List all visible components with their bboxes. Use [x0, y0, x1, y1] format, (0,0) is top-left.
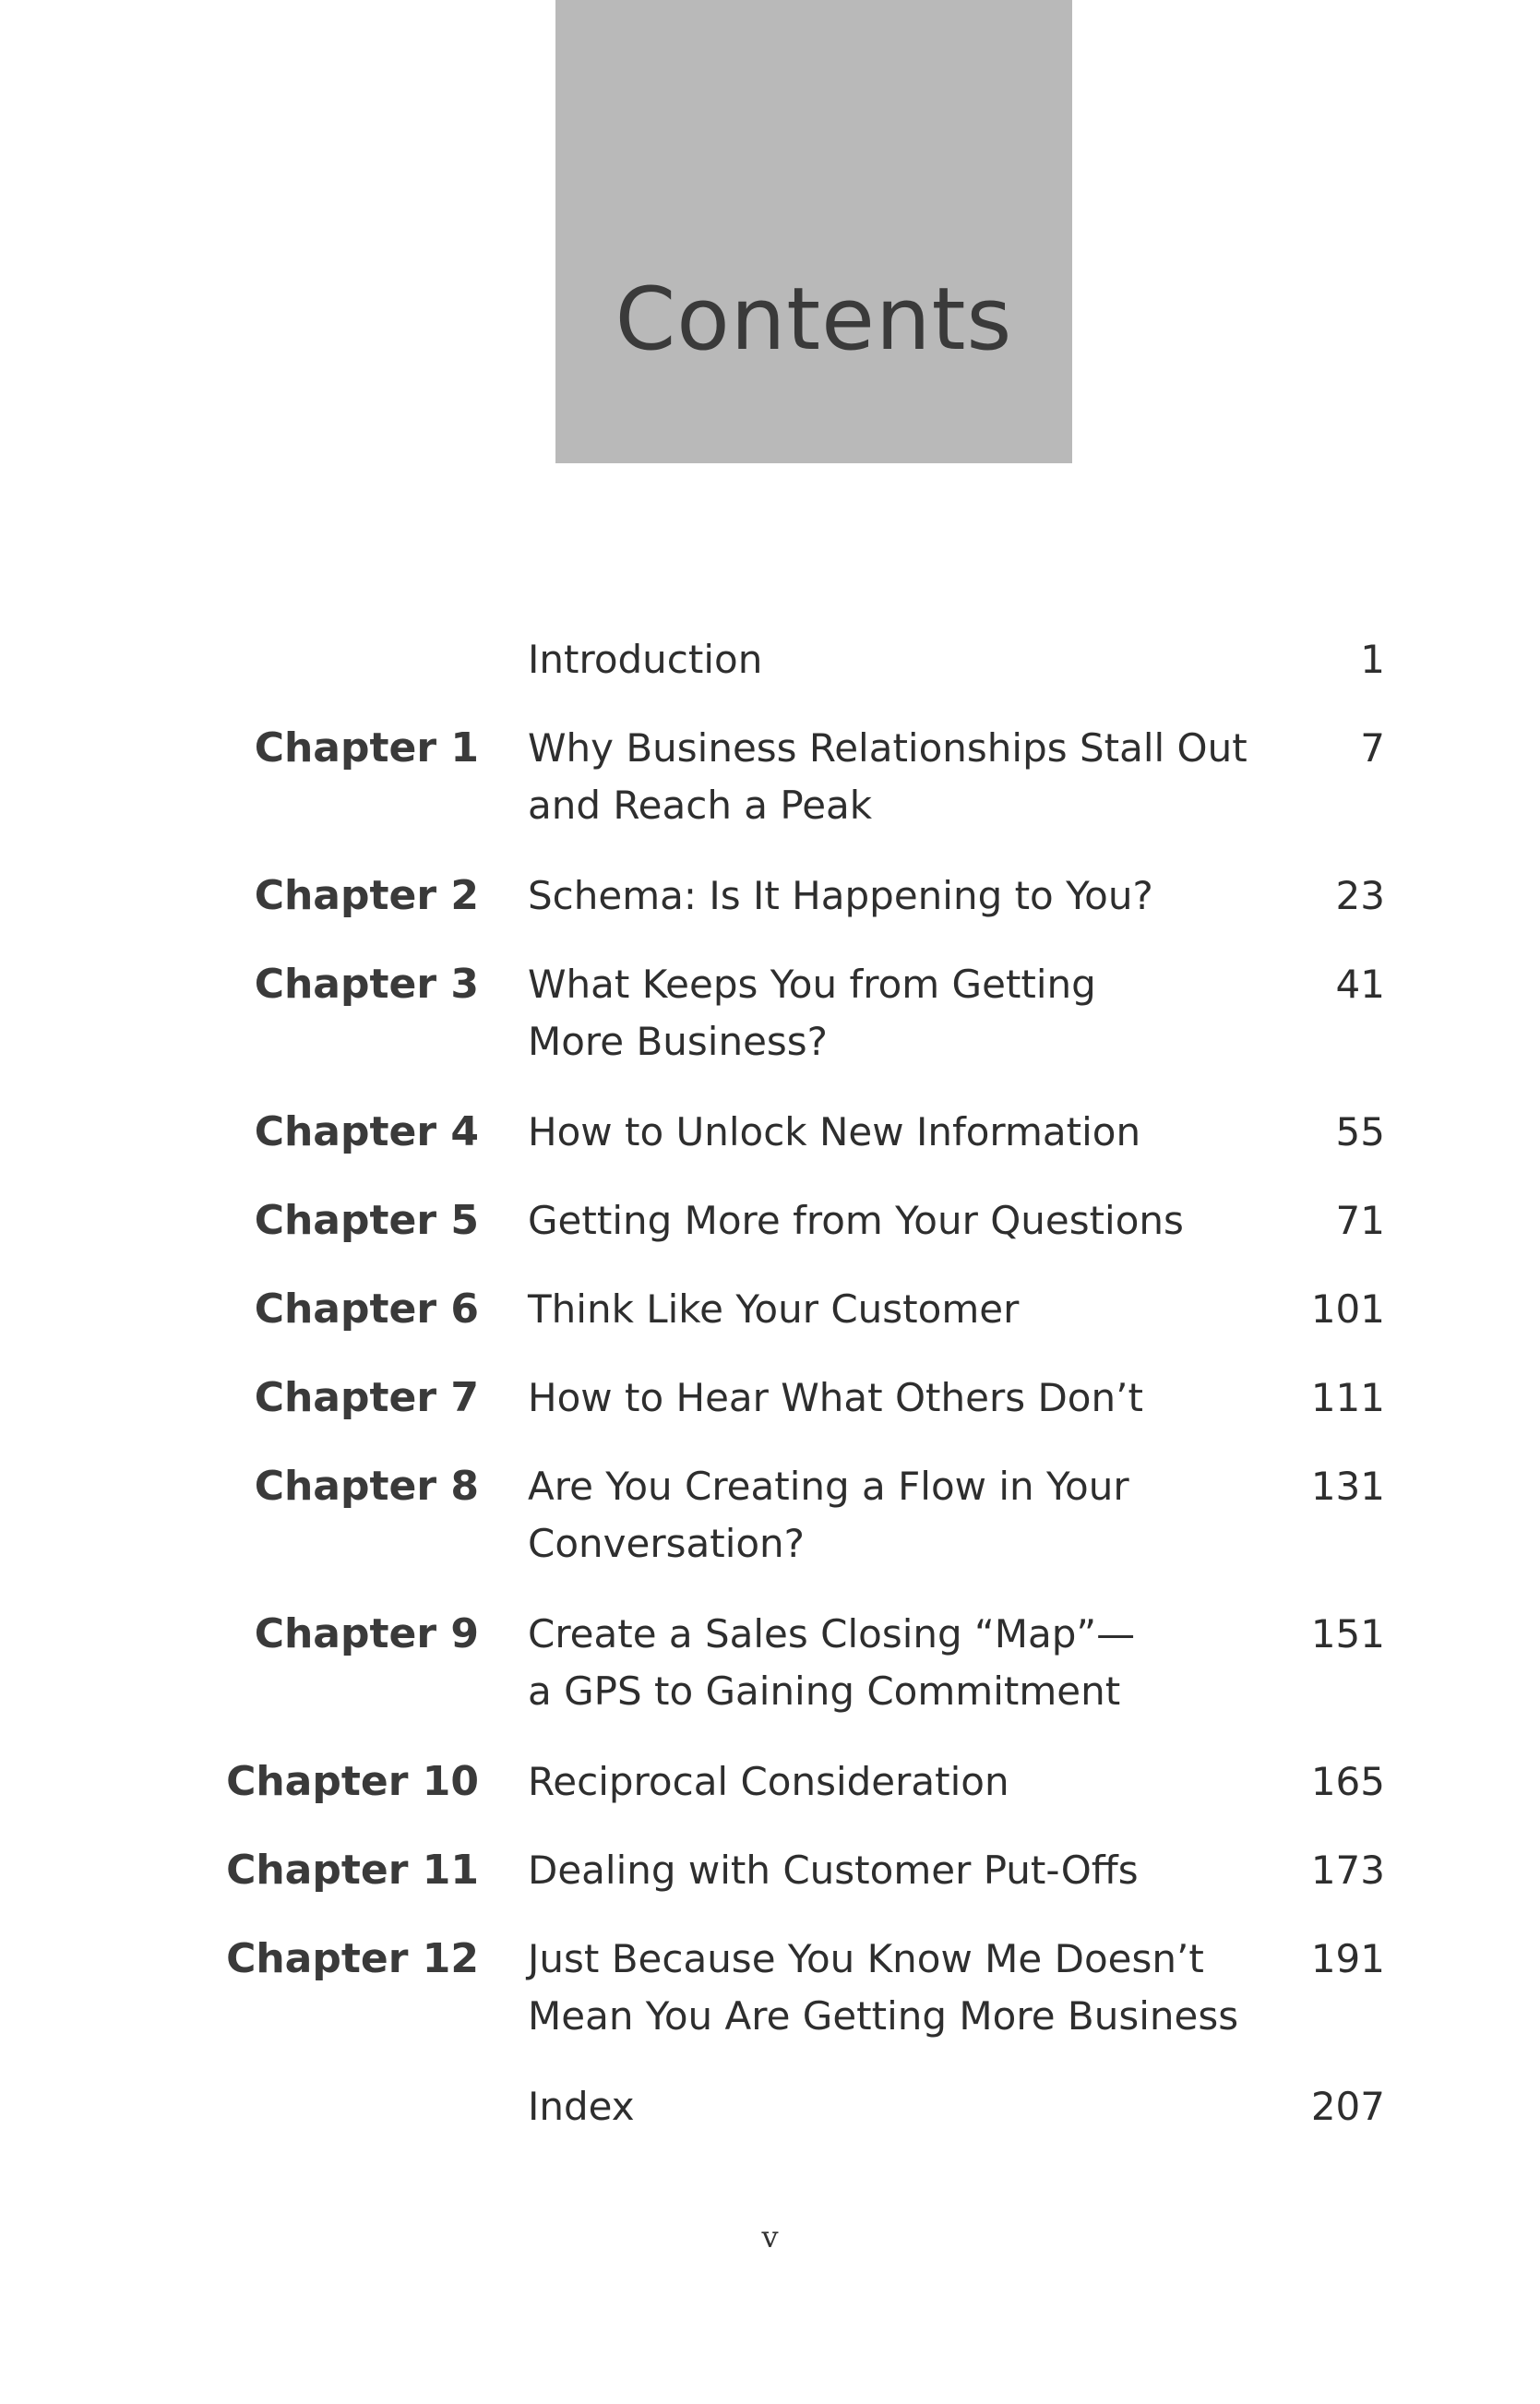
chapter-label: Chapter 11 — [226, 1847, 479, 1894]
chapter-label: Chapter 2 — [254, 872, 479, 919]
toc-entry-title-line: What Keeps You from Getting — [528, 962, 1096, 1007]
toc-entry-title-line: Create a Sales Closing “Map”— — [528, 1611, 1136, 1656]
toc-entry-page-number: 173 — [1310, 1848, 1385, 1893]
toc-entry-page-number: 71 — [1335, 1198, 1385, 1243]
toc-entry-page-number: 131 — [1310, 1464, 1385, 1509]
toc-entry-title-line: Think Like Your Customer — [528, 1286, 1020, 1332]
toc-entry-title-line: a GPS to Gaining Commitment — [528, 1668, 1121, 1714]
toc-entry-page-number: 151 — [1310, 1611, 1385, 1656]
toc-entry-title — [528, 1281, 1229, 1338]
toc-entry-title — [528, 2078, 1229, 2135]
toc-entry-page-number: 191 — [1310, 1936, 1385, 1981]
toc-entry-title — [528, 867, 1229, 925]
toc-entry-page-number: 111 — [1310, 1375, 1385, 1420]
toc-entry-title-line: How to Unlock New Information — [528, 1109, 1141, 1154]
toc-entry-title — [528, 720, 1248, 834]
toc-entry-title — [528, 1458, 1229, 1573]
toc-entry-title-line: Just Because You Know Me Doesn’t — [528, 1936, 1204, 1981]
chapter-label: Chapter 5 — [254, 1197, 479, 1244]
toc-entry-title — [528, 1606, 1229, 1720]
toc-entry-title — [528, 1753, 1229, 1811]
toc-entry-title-line: Getting More from Your Questions — [528, 1198, 1184, 1243]
chapter-label: Chapter 7 — [254, 1374, 479, 1421]
toc-entry-chapter-3[interactable] — [0, 956, 1540, 1085]
chapter-label: Chapter 1 — [254, 724, 479, 771]
toc-entry-title-line: Reciprocal Consideration — [528, 1759, 1009, 1804]
toc-entry-title — [528, 1369, 1229, 1427]
toc-entry-chapter-12[interactable] — [0, 1931, 1540, 2060]
chapter-label: Chapter 9 — [254, 1610, 479, 1657]
toc-entry-page-number: 101 — [1310, 1286, 1385, 1332]
toc-entry-title — [528, 1104, 1229, 1161]
toc-entry-title — [528, 1931, 1239, 2045]
toc-entry-chapter-1[interactable] — [0, 720, 1540, 849]
toc-entry-title-line: and Reach a Peak — [528, 783, 873, 828]
toc-entry-title-line: How to Hear What Others Don’t — [528, 1375, 1143, 1420]
toc-entry-page-number: 55 — [1335, 1109, 1385, 1154]
chapter-label: Chapter 12 — [226, 1935, 479, 1982]
page-title: Contents — [615, 269, 1013, 370]
toc-entry-title-line: Schema: Is It Happening to You? — [528, 873, 1153, 918]
toc-entry-title-line: Index — [528, 2084, 635, 2129]
toc-entry-page-number: 165 — [1310, 1759, 1385, 1804]
toc-entry-page-number: 7 — [1360, 725, 1385, 771]
toc-entry-page-number: 1 — [1360, 637, 1385, 682]
chapter-label: Chapter 10 — [226, 1758, 479, 1805]
toc-entry-chapter-9[interactable] — [0, 1606, 1540, 1735]
toc-entry-title — [528, 631, 1229, 688]
toc-entry-page-number: 207 — [1310, 2084, 1385, 2129]
toc-entry-title-line: More Business? — [528, 1019, 828, 1064]
toc-entry-chapter-8[interactable] — [0, 1458, 1540, 1587]
chapter-label: Chapter 6 — [254, 1286, 479, 1333]
page-folio: v — [761, 2219, 779, 2254]
chapter-label: Chapter 4 — [254, 1108, 479, 1155]
toc-entry-title — [528, 956, 1229, 1070]
toc-entry-page-number: 41 — [1335, 962, 1385, 1007]
toc-entry-title-line: Introduction — [528, 637, 763, 682]
toc-entry-title-line: Mean You Are Getting More Business — [528, 1993, 1239, 2039]
toc-entry-index[interactable] — [0, 2078, 1540, 2207]
toc-entry-title — [528, 1192, 1229, 1250]
toc-entry-title-line: Why Business Relationships Stall Out — [528, 725, 1248, 771]
toc-entry-title-line: Are You Creating a Flow in Your — [528, 1464, 1129, 1509]
toc-entry-title-line: Dealing with Customer Put-Offs — [528, 1848, 1139, 1893]
chapter-label: Chapter 3 — [254, 961, 479, 1008]
toc-entry-title — [528, 1842, 1229, 1899]
chapter-label: Chapter 8 — [254, 1463, 479, 1510]
toc-entry-title-line: Conversation? — [528, 1521, 805, 1566]
toc-entry-page-number: 23 — [1335, 873, 1385, 918]
